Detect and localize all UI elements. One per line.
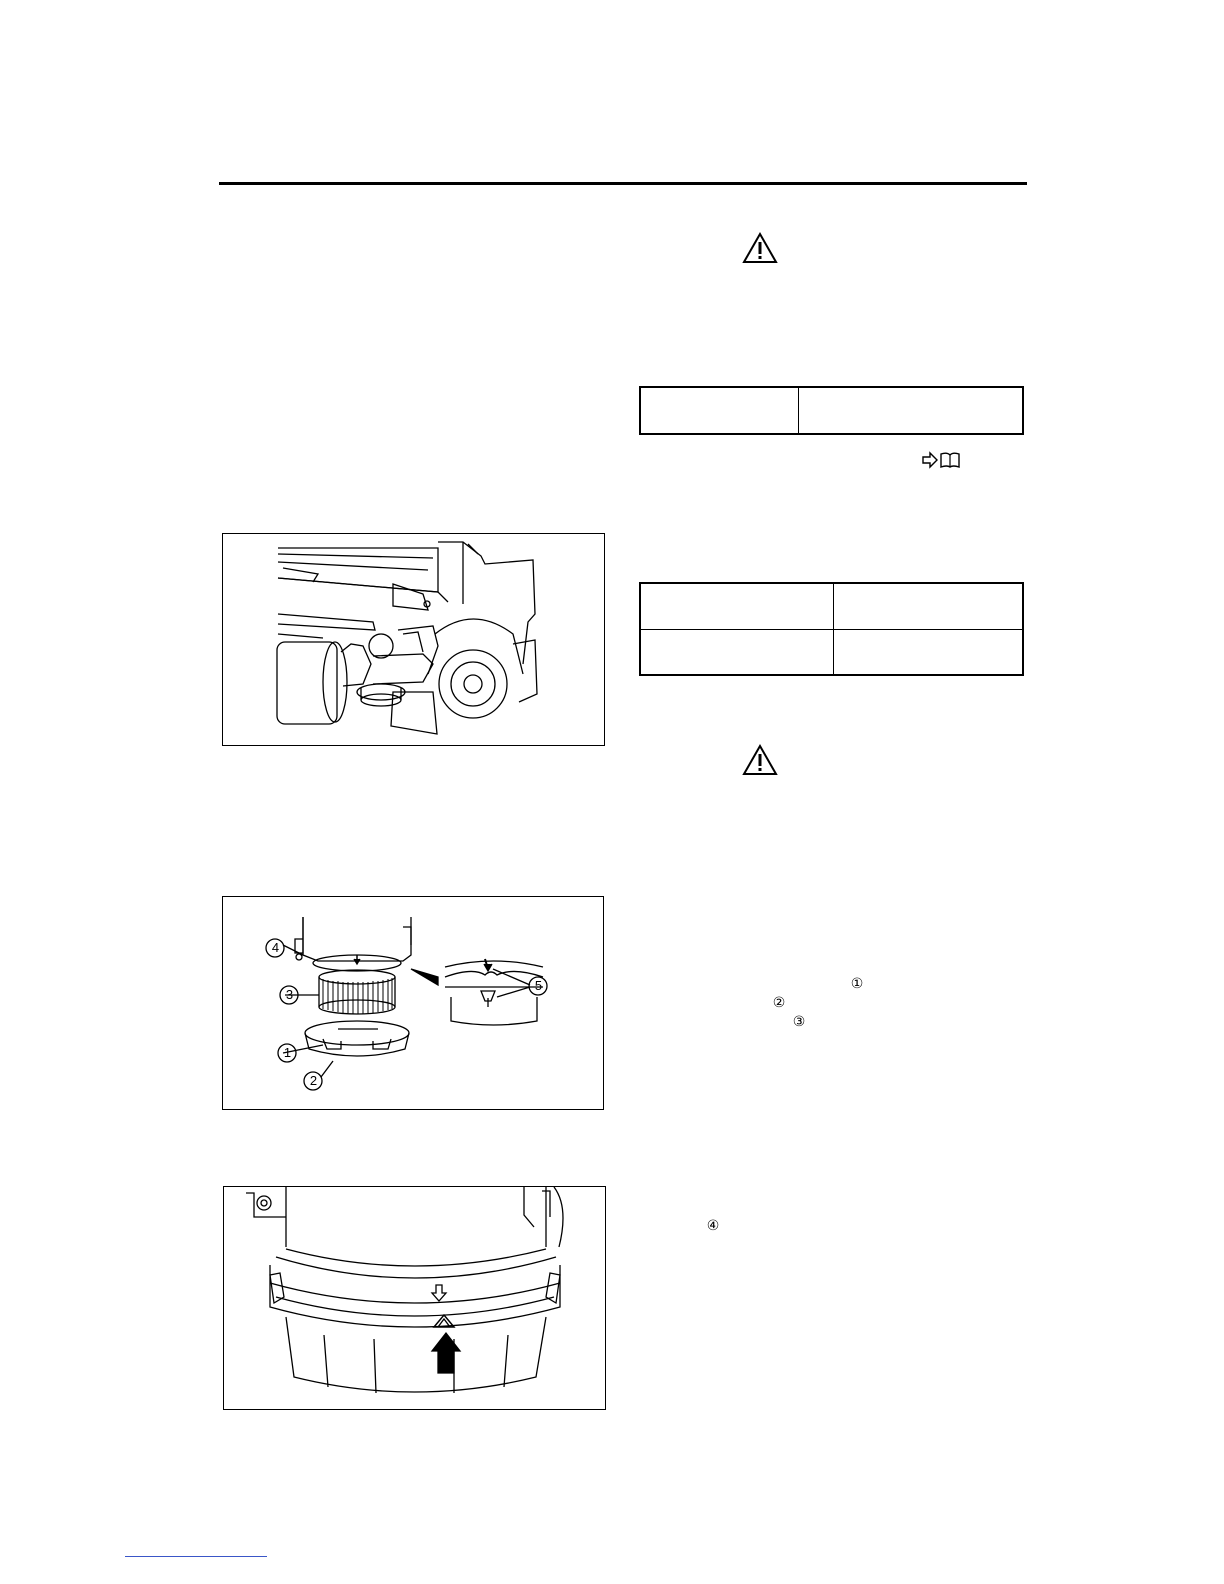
callout-2: 2 (309, 1073, 318, 1088)
warning-triangle-icon (742, 232, 778, 264)
spec-table-2 (639, 582, 1024, 676)
text-ref-2: ② (772, 995, 786, 1011)
spec-table-1-cell-value (799, 387, 1024, 434)
spec-table-2-cell (640, 583, 834, 629)
spec-table-1 (639, 386, 1024, 435)
text-ref-4: ④ (706, 1218, 720, 1234)
warning-triangle-icon (742, 744, 778, 776)
spec-table-2-cell (834, 583, 1024, 629)
figure-truck-air-filter-location (222, 533, 605, 746)
arrow-book-reference-icon[interactable] (921, 451, 961, 469)
header-rule (219, 182, 1027, 185)
callout-4: 4 (271, 940, 280, 955)
callout-3: 3 (285, 987, 294, 1002)
text-ref-1: ① (850, 976, 864, 992)
spec-table-2-cell (640, 629, 834, 675)
callout-1: 1 (283, 1045, 292, 1060)
text-ref-3: ③ (792, 1014, 806, 1030)
footer-link-line[interactable] (125, 1556, 267, 1557)
figure-filter-element-exploded (222, 896, 604, 1110)
spec-table-1-cell-label (640, 387, 799, 434)
spec-table-2-cell (834, 629, 1024, 675)
callout-5: 5 (534, 978, 543, 993)
figure-filter-alignment-marks (223, 1186, 606, 1410)
